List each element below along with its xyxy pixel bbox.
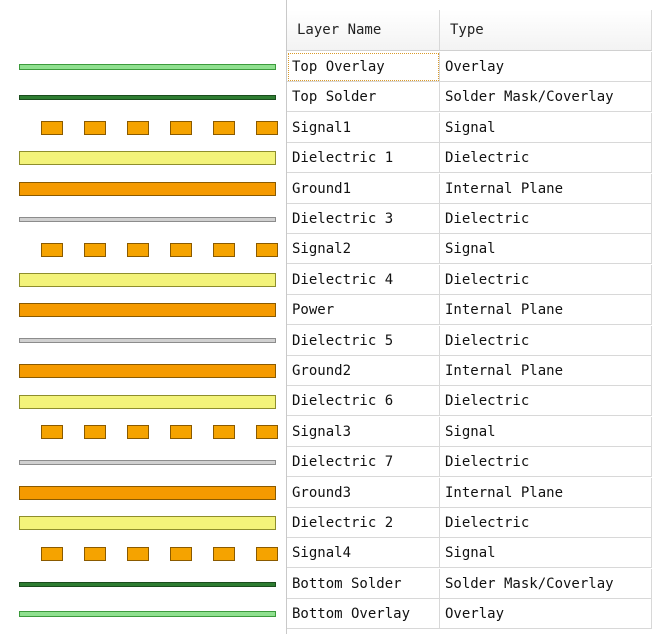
layer-name-cell[interactable]: Dielectric 7 [287,447,440,477]
table-row[interactable] [287,174,653,204]
signal-trace-pad [41,547,63,561]
signal-trace-pad [256,547,278,561]
column-header-type[interactable]: Type [440,10,652,51]
signal-trace-pad [84,425,106,439]
layer-stack-visual [0,0,286,634]
table-row[interactable] [287,478,653,508]
layer-name-cell[interactable]: Dielectric 4 [287,265,440,295]
table-row[interactable] [287,569,653,599]
stack-layer-overlay [19,64,276,70]
signal-trace-pad [41,425,63,439]
signal-trace-pad [213,121,235,135]
signal-trace-pad [256,121,278,135]
signal-trace-pad [84,243,106,257]
signal-trace-pad [256,425,278,439]
layer-type-cell[interactable]: Dielectric [440,265,652,295]
table-row[interactable] [287,113,653,143]
signal-trace-pad [84,121,106,135]
signal-trace-pad [256,243,278,257]
stack-layer-prepreg [19,395,276,409]
column-header-layer-name[interactable]: Layer Name [287,10,440,51]
stack-layer-overlay [19,611,276,617]
stack-layer-core [19,217,276,222]
table-row[interactable] [287,356,653,386]
layer-type-cell[interactable]: Signal [440,417,652,447]
layer-type-cell[interactable]: Dielectric [440,447,652,477]
table-row[interactable] [287,599,653,629]
stack-layer-plane [19,182,276,196]
layer-table [287,0,660,634]
table-row[interactable] [287,204,653,234]
stack-layer-core [19,460,276,465]
signal-trace-pad [213,243,235,257]
layer-type-cell[interactable]: Internal Plane [440,356,652,386]
layer-name-cell[interactable]: Signal3 [287,417,440,447]
layer-type-cell[interactable]: Signal [440,113,652,143]
layer-name-cell[interactable]: Top Solder [287,82,440,112]
table-row[interactable] [287,234,653,264]
signal-trace-pad [170,547,192,561]
table-row[interactable] [287,447,653,477]
layer-name-cell[interactable]: Ground3 [287,478,440,508]
signal-trace-pad [170,121,192,135]
layer-type-cell[interactable]: Dielectric [440,326,652,356]
layer-type-cell[interactable]: Signal [440,538,652,568]
stack-layer-plane [19,364,276,378]
layer-name-cell[interactable]: Dielectric 2 [287,508,440,538]
table-row[interactable] [287,417,653,447]
stack-layer-core [19,338,276,343]
layer-type-cell[interactable]: Overlay [440,599,652,629]
layer-name-cell[interactable]: Signal4 [287,538,440,568]
signal-trace-pad [127,243,149,257]
signal-trace-pad [84,547,106,561]
stack-layer-prepreg [19,151,276,165]
signal-trace-pad [170,243,192,257]
stack-layer-plane [19,486,276,500]
stack-layer-solder [19,95,276,100]
table-row[interactable] [287,295,653,325]
layer-name-cell[interactable]: Signal2 [287,234,440,264]
signal-trace-pad [127,121,149,135]
stack-layer-prepreg [19,273,276,287]
layer-name-cell[interactable]: Bottom Overlay [287,599,440,629]
table-row[interactable] [287,265,653,295]
layer-name-cell[interactable]: Ground2 [287,356,440,386]
layer-type-cell[interactable]: Dielectric [440,386,652,416]
layer-type-cell[interactable]: Signal [440,234,652,264]
signal-trace-pad [41,243,63,257]
table-row[interactable] [287,538,653,568]
layer-type-cell[interactable]: Internal Plane [440,295,652,325]
signal-trace-pad [170,425,192,439]
layer-name-cell[interactable]: Top Overlay [287,52,440,82]
layer-type-cell[interactable]: Dielectric [440,508,652,538]
layer-type-cell[interactable]: Overlay [440,52,652,82]
layer-type-cell[interactable]: Dielectric [440,204,652,234]
table-row[interactable] [287,326,653,356]
layer-name-cell[interactable]: Dielectric 3 [287,204,440,234]
layer-name-cell[interactable]: Signal1 [287,113,440,143]
layer-type-cell[interactable]: Dielectric [440,143,652,173]
layer-name-cell[interactable]: Dielectric 5 [287,326,440,356]
table-row[interactable] [287,386,653,416]
layer-type-cell[interactable]: Solder Mask/Coverlay [440,569,652,599]
table-row[interactable] [287,82,653,112]
signal-trace-pad [127,547,149,561]
signal-trace-pad [41,121,63,135]
stack-layer-plane [19,303,276,317]
layer-name-cell[interactable]: Dielectric 1 [287,143,440,173]
layer-type-cell[interactable]: Internal Plane [440,478,652,508]
layer-name-cell[interactable]: Ground1 [287,174,440,204]
table-row[interactable] [287,143,653,173]
signal-trace-pad [213,547,235,561]
signal-trace-pad [127,425,149,439]
table-row[interactable] [287,52,653,82]
layer-name-cell[interactable]: Bottom Solder [287,569,440,599]
stack-layer-prepreg [19,516,276,530]
table-row[interactable] [287,508,653,538]
layer-type-cell[interactable]: Solder Mask/Coverlay [440,82,652,112]
layer-type-cell[interactable]: Internal Plane [440,174,652,204]
layer-name-cell[interactable]: Dielectric 6 [287,386,440,416]
signal-trace-pad [213,425,235,439]
stack-layer-solder [19,582,276,587]
layer-name-cell[interactable]: Power [287,295,440,325]
